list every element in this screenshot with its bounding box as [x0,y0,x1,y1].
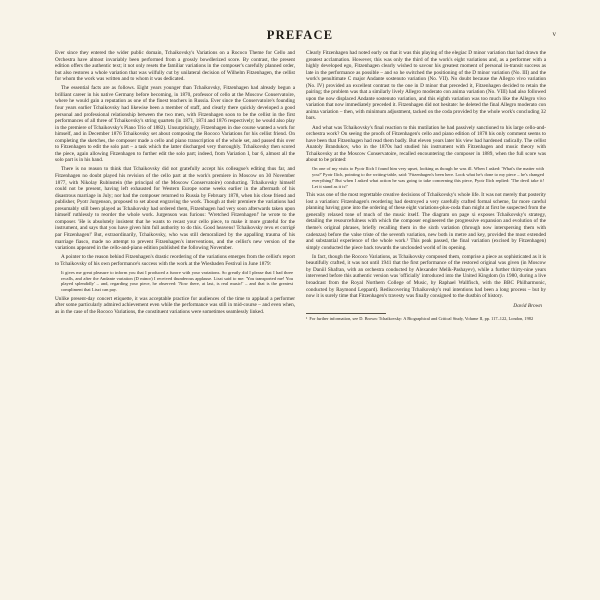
paragraph: Ever since they entered the wider public domain, Tchaikovsky's Variations on a Rococo Theme for Cello and Orchestra have almost invariably been performed from a grossly bowdlerized score. By contrast, the present edition offers the authentic text; it not only resets the familiar variations in the composer's carefully planned order, but also restores a whole variation that was wilfully cut by unilateral decision of Wilhelm Fitzenhagen, the cellist for whom the work was written and to whom it was dedicated. [55,50,295,83]
block-quote: On one of my visits to Pyotr Ilich I found him very upset, looking as though he was ill. When I asked: 'What's the matter with you?' Pyotr Ilich, pointing to the writing-table, said: 'Fitzenhagen's been here. Look what he's done to my piece – he's changed everything!' But when I asked what action he was going to take concerning this piece, Pyotr Ilich replied: 'The devil take it! Let it stand as it is!' [312,166,544,189]
paragraph: This was one of the most regrettable creative decisions of Tchaikovsky's whole life. It was not merely that posterity lost a variation: Fitzenhagen's reordering had destroyed a very carefully crafted formal scheme, far more careful planning having gone into the ordering of these eight variations-plus-coda than might at first be suspected from the generally relaxed tone of much of the music itself. The diagram on page xi exposes Tchaikovsky's strategy, detailing the resourcefulness with which the composer engineered the progressive expansion and evolution of the theme's original phrases, briefly recalling them in the sixth variation (through now interspersing them with cadenzas) before the valse triste of the seventh variation, new both in metre and key, provided the most extended and substantial experience of the whole work.¹ This peak passed, the final variation (excised by Fitzenhagen) simply conducted the piece back towards the unclouded world of its opening. [306,192,546,251]
author-signature: David Brown [513,302,542,309]
footnote-marker: ¹ [306,316,308,322]
paragraph: Unlike present-day concert etiquette, it was acceptable practice for audiences of the time to applaud a performer after some particularly admired achievement even while the performance was still in mid-course – and even when, as in the case of the Rococo Variations, the constituent variations were sometimes seamlessly linked. [55,295,295,315]
paragraph: Clearly Fitzenhagen had noted early on that it was this playing of the elegiac D minor variation that had drawn the greatest acclamation. However, this was only the third of the work's eight variations and, as a performer with a highly developed ego, Fitzenhagen clearly wished to savour his greatest moment of personal in-transit success as late in the performance as possible – and so he switched the positioning of the D minor variation (No. III) and the work's penultimate C major Andante sostenuto variation (No. VII). No doubt because the Allegro vivo variation (No. IV) provided an excellent contrast to the one in D minor that preceded it, Fitzenhagen decided to retain the pairing; the problem was that a similarly lively Allegro moderato con anima variation (No. VIII) had also followed upon the now displaced Andante sostenuto variation, and this eighth variation was too much like the Allegro vivo variation that now immediately preceded it. Fitzenhagen did not hesitate: he deleted the final Allegro moderato con anima variation – then, with minimum adjustment, tacked on the coda provided by the whole work's concluding 32 bars. [306,50,546,122]
paragraph: There is no reason to think that Tchaikovsky did not gratefully accept his colleague's editing thus far, and Fitzenhagen no doubt played his revision of the cello part at the work's premiere in Moscow on 30 November 1877, with Nikolay Rubinstein (the principal of the Moscow Conservatoire) conducting. Tchaikovsky himself could not be present, having left exhausted for Western Europe some weeks earlier in the aftermath of his disastrous marriage in July; nor had the composer returned to Russia by February 1878, when his close friend and publisher, Pyotr Jurgenson, proposed to set about engraving the work. Though at their premiere the variations had presumably still been played as Tchaikovsky had ordered them, Fitzenhagen had very soon afterwards taken upon himself ruthlessly to reorder the whole work. Jurgenson was furious: 'Wretched Fitzenhagen!' he wrote to the composer. 'He is absolutely insistent that he wants to recast your cello piece, to make it more grateful for the instrument, and says that you have given him full authority to do this. Good heavens! Tchaikovsky revu et corrigé par Fitzenhagen!' But, extraordinarily, Tchaikovsky, who was still demoralized by the appalling trauma of his marriage fiasco, made no attempt to prevent Fitzenhagen's interventions, and the cellist's new version of the variations appeared in the cello-and-piano edition published the following November. [55,166,295,252]
block-quote: It gives me great pleasure to inform you that I produced a furore with your variations. So greatly did I please that I had three recalls, and after the Andante variation (D minor) I received thunderous applause. Liszt said to me: 'You transported me! You played splendidly' – and, regarding your piece, he observed: 'Now there, at last, is real music!' – and that is the greatest compliment that Liszt can pay. [61,269,293,292]
right-column [306,50,546,321]
paragraph: And what was Tchaikovsky's final reaction to this mutilation he had passively sanctioned to his large cello-and-orchestra work? On seeing the proofs of Fitzenhagen's cello and piano edition of 1878 his only comment seems to have been that Fitzenhagen had read them badly. But eleven years later his view had hardened radically. The cellist Anatoly Brandukov, who in the 1870s had studied his instrument with Fitzenhagen and music theory with Tchaikovsky at the Moscow Conservatoire, recalled encountering the composer in 1889, when the full score was about to be printed: [306,124,546,164]
paragraph: The essential facts are as follows. Eight years younger than Tchaikovsky, Fitzenhagen had already begun a brilliant career in his native Germany before becoming, in 1870, professor of cello at the Moscow Conservatoire, where he would gain a reputation as one of the finest teachers in Russia. Ever since the Conservatoire's founding four years earlier Tchaikovsky had likewise been a member of staff, and clearly there quickly developed a good personal and professional relationship between the two men, with Fitzenhagen soon to be the cellist in the first performances of all three of Tchaikovsky's string quartets (in 1871, 1874 and 1876 respectively; he would also play in the premiere of Tchaikovsky's Piano Trio of 1882). Unsurprisingly, Fitzenhagen in due course wanted a work for himself, and in December 1876 Tchaikovsky set about composing the Rococo Variations for his cellist friend. On completing the sketches, the composer made a cello and piano transcription of the whole set, and passed this over to Fitzenhagen to edit the solo part – a task which the latter discharged very thoroughly. Tchaikovsky then scored the piece, again allowing Fitzenhagen to further edit the solo part; indeed, from Variation I, bar 6, almost all the solo part is in his hand. [55,85,295,164]
paragraph: In fact, though the Rococo Variations, as Tchaikovsky composed them, comprise a piece as sophisticated as it is beautifully crafted, it was not until 1941 that the first performance of the restored original was given (in Moscow by Daniil Shafran, with an orchestra conducted by Alexander Melik-Pashayev), while a further thirty-nine years intervened before this authentic version was 'officially' introduced into the United Kingdom (in 1980, during a live broadcast from the Royal Northern College of Music, by Raphael Wallfisch, with the BBC Philharmonic, conducted by Raymond Leppard). Rediscovering Tchaikovsky's real intentions had been a long process – but by now it is surely time that Fitzenhagen's travesty was finally consigned to the dustbin of history. [306,253,546,300]
left-column [55,50,295,318]
page-number: v [552,30,556,38]
footnote-text: For further information, see D. Brown: Tchaikovsky: A Biographical and Critical Study, Volume II, pp. 117–122, London, 1982 [309,316,534,322]
page-title: PREFACE [266,28,334,42]
paragraph: A pointer to the reason behind Fitzenhagen's drastic reordering of the variations emerges from the cellist's report to Tchaikovsky of his own performance's success with the work at the Wiesbaden Festival in June 1879: [55,254,295,267]
footnote-divider [306,313,386,314]
footnote [306,316,546,321]
